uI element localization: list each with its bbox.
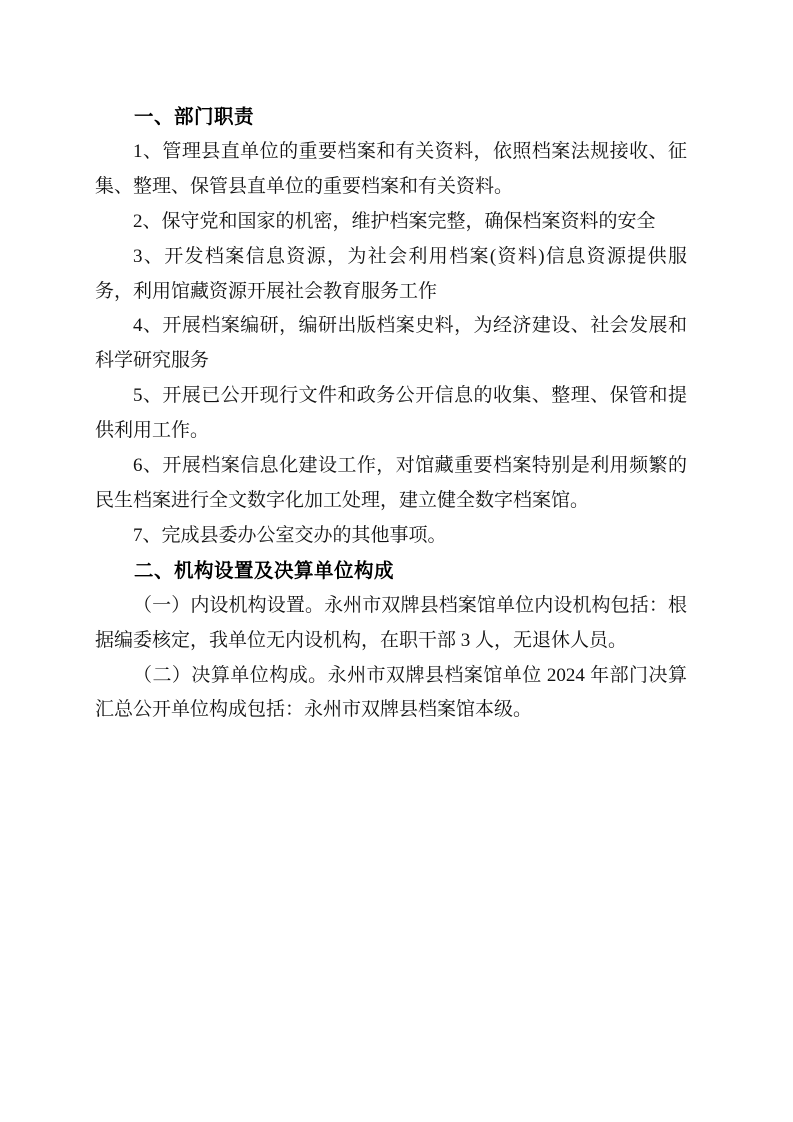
section-1-heading: 一、部门职责: [134, 106, 255, 128]
section-1-paragraph-3: 3、开发档案信息资源，为社会利用档案(资料)信息资源提供服务，利用馆藏资源开展社会教育服务工作: [95, 245, 687, 302]
section-1-paragraph-2: 2、保守党和国家的机密，维护档案完整，确保档案资料的安全: [133, 210, 656, 232]
document-content: [95, 100, 687, 728]
section-2-paragraph-2: （二）决算单位构成。永州市双牌县档案馆单位 2024 年部门决算汇总公开单位构成包括：永州市双牌县档案馆本级。: [95, 664, 687, 721]
section-2-heading: 二、机构设置及决算单位构成: [134, 559, 395, 582]
section-1-paragraph-5: 5、开展已公开现行文件和政务公开信息的收集、整理、保管和提供利用工作。: [95, 385, 687, 442]
section-1-paragraph-1: 1、管理县直单位的重要档案和有关资料，依照档案法规接收、征集、整理、保管县直单位的重要档案和有关资料。: [95, 140, 687, 197]
section-2-paragraph-1: （一）内设机构设置。永州市双牌县档案馆单位内设机构包括：根据编委核定，我单位无内设机构，在职干部 3 人，无退休人员。: [95, 594, 687, 651]
section-1-paragraph-4: 4、开展档案编研，编研出版档案史料，为经济建设、社会发展和科学研究服务: [95, 315, 687, 372]
section-1-paragraph-6: 6、开展档案信息化建设工作，对馆藏重要档案特别是利用频繁的民生档案进行全文数字化加工处理，建立健全数字档案馆。: [95, 455, 687, 511]
section-1-paragraph-7: 7、完成县委办公室交办的其他事项。: [133, 524, 447, 546]
